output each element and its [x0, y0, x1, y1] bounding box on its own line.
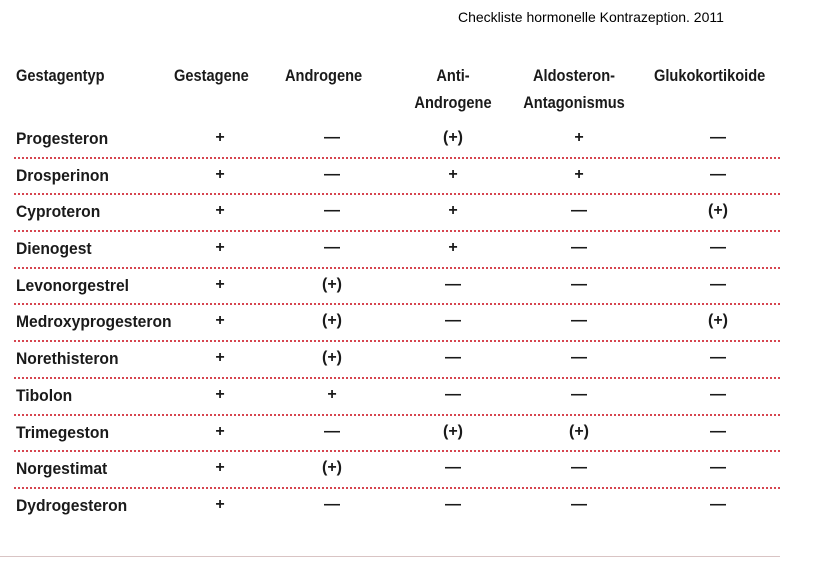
table-cell: —: [571, 275, 587, 293]
row-label: Medroxyprogesteron: [16, 312, 172, 332]
table-cell: (+): [443, 129, 463, 146]
table-row: [14, 489, 780, 526]
table-cell: +: [448, 239, 458, 257]
table-row: [14, 122, 780, 159]
table-row: [14, 452, 780, 489]
table-cell: (+): [443, 422, 463, 440]
table-cell: (+): [569, 422, 589, 440]
table-cell: +: [215, 165, 225, 183]
table-cell: —: [710, 165, 726, 183]
table-cell: (+): [322, 312, 342, 330]
table-row: [14, 195, 780, 232]
table-cell: +: [215, 349, 225, 367]
table-cell: —: [445, 385, 461, 403]
row-label: Tibolon: [16, 385, 73, 405]
table-cell: —: [324, 202, 340, 220]
table-cell: +: [215, 459, 225, 477]
source-note: Checkliste hormonelle Kontrazeption. 2011: [458, 9, 724, 25]
table-cell: —: [445, 459, 461, 477]
table-cell: —: [710, 422, 726, 440]
row-label: Progesteron: [16, 129, 109, 148]
table-cell: (+): [708, 312, 728, 330]
table-cell: +: [448, 202, 458, 220]
table-cell: —: [324, 495, 340, 513]
table-cell: +: [215, 239, 225, 257]
table-cell: +: [215, 275, 225, 293]
table-cell: —: [710, 239, 726, 257]
table-cell: —: [571, 459, 587, 477]
table-cell: —: [571, 312, 587, 330]
row-label: Levonorgestrel: [16, 275, 129, 295]
table-cell: +: [215, 129, 225, 146]
table-cell: —: [324, 422, 340, 440]
table-row: [14, 342, 780, 379]
table-row: [14, 416, 780, 453]
table-cell: +: [215, 495, 225, 513]
table-row: [14, 305, 780, 342]
table-cell: —: [571, 349, 587, 367]
row-label: Drosperinon: [16, 165, 109, 185]
table-cell: —: [445, 275, 461, 293]
row-label: Cyproteron: [16, 202, 101, 222]
column-header-androgene: Androgene: [285, 66, 363, 85]
table-cell: +: [215, 202, 225, 220]
table-cell: +: [215, 422, 225, 440]
row-label: Trimegeston: [16, 422, 110, 442]
row-label: Norethisteron: [16, 349, 119, 369]
table-cell: —: [710, 275, 726, 293]
row-label: Norgestimat: [16, 459, 108, 479]
table-cell: —: [710, 349, 726, 367]
table-cell: —: [445, 495, 461, 513]
column-header-gestagene: Gestagene: [174, 66, 249, 85]
table-cell: —: [571, 202, 587, 220]
row-label: Dydrogesteron: [16, 495, 128, 515]
table-row: [14, 232, 780, 269]
table-cell: +: [215, 312, 225, 330]
column-header-aldosteron-antagonismus: Aldosteron- Antagonismus: [523, 66, 625, 112]
column-header-gestagentyp: Gestagentyp: [16, 66, 105, 85]
table-cell: —: [324, 129, 340, 146]
table-cell: +: [574, 129, 584, 146]
table-row: [14, 159, 780, 196]
table-row: [14, 269, 780, 306]
table-cell: —: [571, 385, 587, 403]
table-cell: +: [448, 165, 458, 183]
table-cell: —: [710, 129, 726, 146]
table-cell: —: [445, 349, 461, 367]
table-row: [14, 379, 780, 416]
table-cell: —: [710, 385, 726, 403]
table-cell: —: [571, 495, 587, 513]
row-label: Dienogest: [16, 239, 92, 259]
column-header-glukokortikoide: Glukokortikoide: [654, 66, 766, 85]
table-cell: +: [327, 385, 337, 403]
bottom-rule: [0, 556, 780, 557]
table-cell: —: [445, 312, 461, 330]
column-header-anti-androgene: Anti- Androgene: [414, 66, 492, 112]
table-cell: (+): [322, 349, 342, 367]
table-cell: —: [324, 239, 340, 257]
table-cell: +: [215, 385, 225, 403]
table-cell: —: [571, 239, 587, 257]
table-cell: (+): [322, 459, 342, 477]
table-cell: —: [710, 495, 726, 513]
table-cell: (+): [322, 275, 342, 293]
table-cell: —: [710, 459, 726, 477]
gestagen-table: [14, 58, 780, 526]
table-cell: (+): [708, 202, 728, 220]
table-header: [14, 58, 780, 122]
table-cell: —: [324, 165, 340, 183]
table-body: [14, 122, 780, 526]
table-cell: +: [574, 165, 584, 183]
